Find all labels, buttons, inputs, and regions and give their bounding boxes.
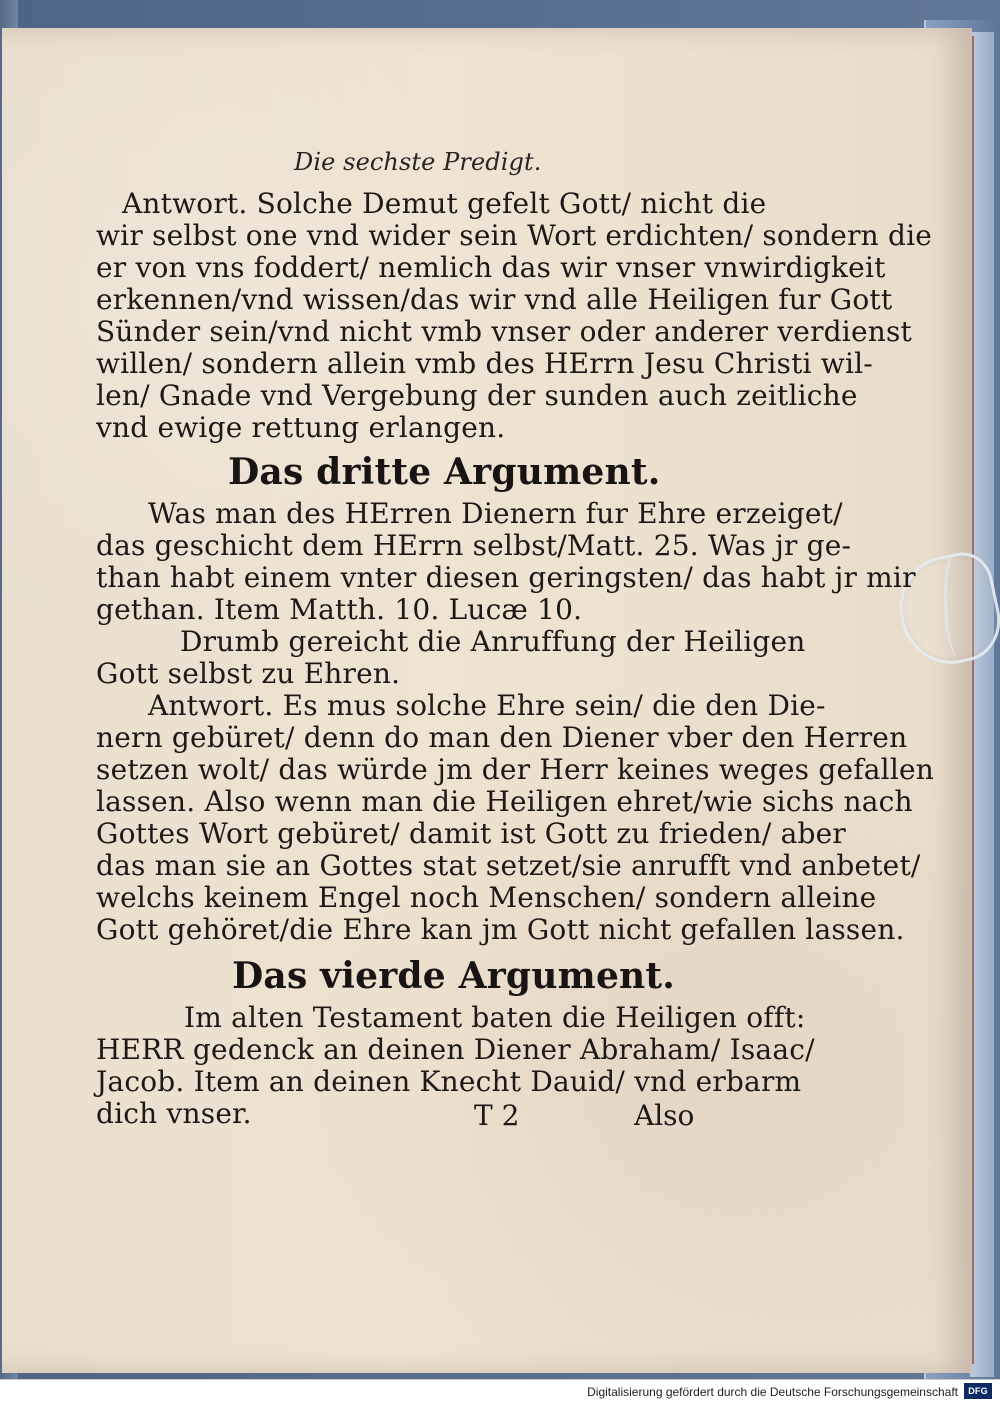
- footer-bar: [0, 1379, 1000, 1404]
- text-line: Antwort. Solche Demut gefelt Gott/ nicht die: [122, 187, 767, 220]
- text-line: len/ Gnade vnd Vergebung der sunden auch zeitliche: [96, 379, 858, 412]
- text-line: erkennen/vnd wissen/das wir vnd alle Heiligen fur Gott: [96, 283, 893, 316]
- text-line: Im alten Testament baten die Heiligen offt:: [184, 1001, 806, 1034]
- text-line: welchs keinem Engel noch Menschen/ sondern alleine: [96, 881, 877, 914]
- text-line: er von vns foddert/ nemlich das wir vnser vnwirdigkeit: [96, 251, 886, 284]
- signature-mark: T 2: [474, 1099, 520, 1132]
- text-line: Gott gehöret/die Ehre kan jm Gott nicht gefallen lassen.: [96, 913, 905, 946]
- section-heading: Das vierde Argument.: [232, 955, 675, 997]
- text-line: lassen. Also wenn man die Heiligen ehret/wie sichs nach: [96, 785, 913, 818]
- text-line: vnd ewige rettung erlangen.: [96, 411, 506, 444]
- text-line: das geschicht dem HErrn selbst/Matt. 25. Was jr ge-: [96, 529, 852, 562]
- text-line: Antwort. Es mus solche Ehre sein/ die den Die-: [148, 689, 826, 722]
- text-line: wir selbst one vnd wider sein Wort erdichten/ sondern die: [96, 219, 933, 252]
- running-head: Die sechste Predigt.: [294, 148, 542, 176]
- text-line: Was man des HErren Dienern fur Ehre erzeiget/: [148, 497, 843, 530]
- section-heading: Das dritte Argument.: [228, 451, 661, 493]
- text-line: dich vnser.: [96, 1097, 252, 1130]
- text-line: Gottes Wort gebüret/ damit ist Gott zu frieden/ aber: [96, 817, 847, 850]
- text-line: gethan. Item Matth. 10. Lucæ 10.: [96, 593, 583, 626]
- text-line: Drumb gereicht die Anruffung der Heiligen: [180, 625, 806, 658]
- text-line: das man sie an Gottes stat setzet/sie anrufft vnd anbetet/: [96, 849, 921, 882]
- text-line: than habt einem vnter diesen geringsten/ das habt jr mir: [96, 561, 916, 594]
- text-line: setzen wolt/ das würde jm der Herr keines weges gefallen: [96, 753, 934, 786]
- text-line: nern gebüret/ denn do man den Diener vber den Herren: [96, 721, 908, 754]
- text-line: Sünder sein/vnd nicht vmb vnser oder anderer verdienst: [96, 315, 912, 348]
- dfg-badge: DFG: [964, 1383, 992, 1399]
- text-line: HERR gedenck an deinen Diener Abraham/ Isaac/: [96, 1033, 815, 1066]
- book-page: [2, 28, 972, 1373]
- catchword: Also: [634, 1099, 695, 1132]
- footer-credit: Digitalisierung gefördert durch die Deutsche Forschungsgemeinschaft: [587, 1385, 958, 1399]
- text-line: Gott selbst zu Ehren.: [96, 657, 401, 690]
- text-line: Jacob. Item an deinen Knecht Dauid/ vnd erbarm: [96, 1065, 802, 1098]
- text-line: willen/ sondern allein vmb des HErrn Jesu Christi wil-: [96, 347, 873, 380]
